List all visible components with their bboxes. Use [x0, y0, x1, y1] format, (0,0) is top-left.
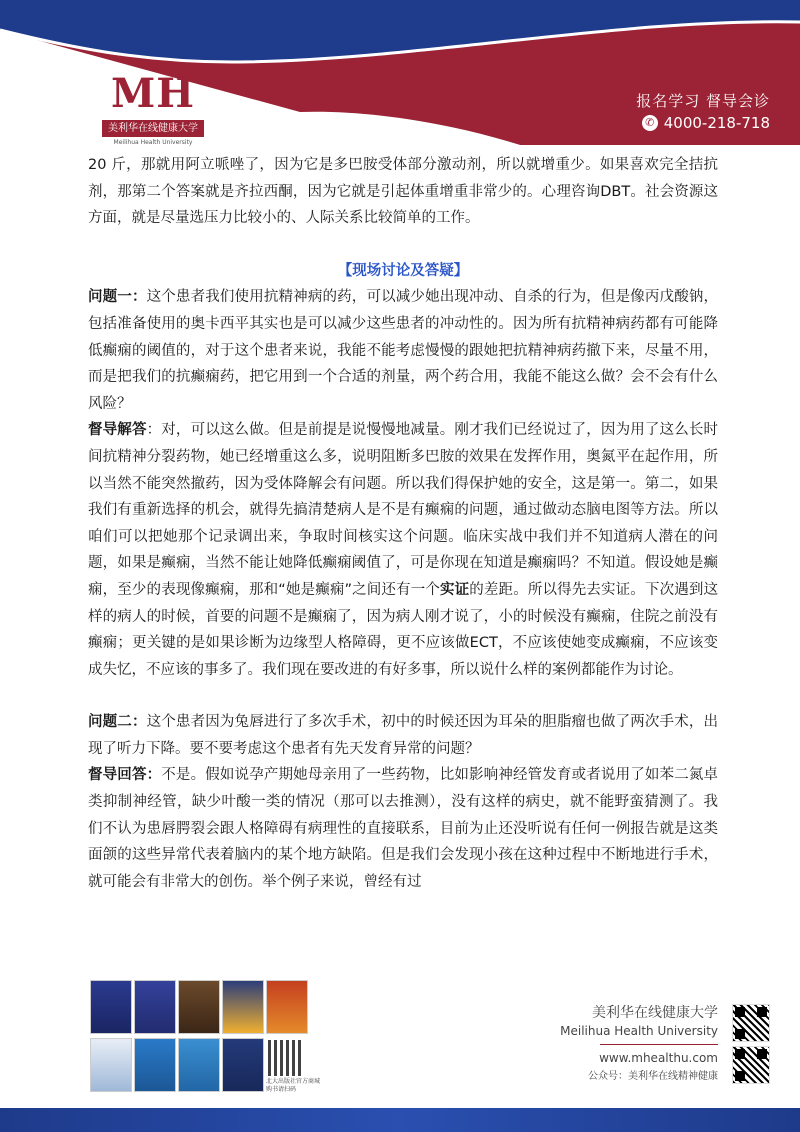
question-text: 这个患者我们使用抗精神病的药，可以减少她出现冲动、自杀的行为，但是像丙戊酸钠，包括准备使用的奥卡西平其实也是可以减少这些患者的冲动性的。因为所有抗精神病药都有可能降低癫痫的阈值的，对于这个患者来说，我能不能考虑慢慢的跟她把抗精神病药撤下来，尽量不用，而是把我们的抗癫痫药，把它用到一个合适的剂量，两个药合用，我能不能这么做？会不会有什么风险？ — [88, 289, 719, 412]
university-name-en: Meilihua Health University — [560, 1024, 718, 1038]
book-cover — [90, 980, 132, 1034]
divider — [600, 1044, 718, 1045]
header-phone[interactable] — [642, 114, 770, 132]
spacer — [88, 232, 718, 258]
book-cover — [222, 1038, 264, 1092]
question-two — [88, 709, 718, 762]
book-cover — [222, 980, 264, 1034]
answer-two — [88, 762, 718, 895]
university-logo — [92, 72, 214, 146]
question-label: 问题一： — [88, 289, 147, 306]
page-header — [0, 0, 800, 145]
wechat-account: 公众号：美利华在线精神健康 — [588, 1071, 718, 1082]
intro-paragraph: 20 斤，那就用阿立哌唑了，因为它是多巴胺受体部分激动剂，所以就增重少。如果喜欢完全拮抗剂，那第二个答案就是齐拉西酮，因为它就是引起体重增重非常少的。心理咨询DBT。社会资源这方面，就是尽量选压力比较小的、人际关系比较简单的工作。 — [88, 157, 718, 227]
website-qr-code[interactable] — [732, 1004, 770, 1042]
question-text: 这个患者因为兔唇进行了多次手术，初中的时候还因为耳朵的胆脂瘤也做了两次手术，出现了听力下降。要不要考虑这个患者有先天发育异常的问题？ — [88, 714, 719, 757]
logo-banner: 美利华在线健康大学 — [102, 120, 204, 137]
university-info — [560, 1002, 718, 1082]
phone-icon: ✆ — [642, 115, 658, 131]
question-one — [88, 284, 718, 417]
university-name-cn: 美利华在线健康大学 — [592, 1005, 718, 1021]
footer-bar — [0, 1108, 800, 1132]
phone-number: 4000-218-718 — [663, 114, 770, 132]
answer-one — [88, 417, 718, 683]
wechat-qr-code[interactable] — [732, 1046, 770, 1084]
answer-text-part2: 的差距。所以得先去实证。下次遇到这样的病人的时候，首要的问题不是癫痫了，因为病人刚才说了，小的时候没有癫痫，住院之前没有癫痫；更关键的是如果诊断为边缘型人格障碍，更不应该做ECT，不应该使她变成癫痫，不应该变成失忆，不应该的事多了。我们现在要改进的有好多事，所以说什么样的案例都能作为讨论。 — [88, 581, 719, 678]
logo-subtitle: Meilihua Health University — [113, 139, 193, 146]
section-title: 【现场讨论及答疑】 — [337, 262, 469, 279]
logo-mark: MH — [110, 70, 196, 117]
article-body — [88, 152, 718, 895]
qr-caption: 北大出版社官方商城 购书请扫码 — [266, 1078, 321, 1093]
book-cover — [134, 980, 176, 1034]
book-covers — [90, 980, 350, 1098]
answer-emphasis: 实证 — [440, 581, 470, 598]
answer-label: 督导解答 — [88, 422, 147, 439]
answer-text-part1: ：对，可以这么做。但是前提是说慢慢地减量。刚才我们已经说过了，因为用了这么长时间抗精神分裂药物，她已经增重这么多，说明阻断多巴胺的效果在发挥作用，奥氮平在起作用，所以当然不能突然撤药，因为受体降解会有问题。所以我们得保护她的安全，这是第一。第二，如果我们有重新选择的机会，就得先搞清楚病人是不是有癫痫的问题，通过做动态脑电图等方法。所以咱们可以把她那个记录调出来，争取时间核实这个问题。临床实战中我们并不知道病人潜在的问题，如果是癫痫，当然不能让她降低癫痫阈值了，可是你现在知道是癫痫吗？不知道。假设她是癫痫，至少的表现像癫痫，那和“她是癫痫”之间还有一个 — [88, 422, 719, 598]
spacer — [88, 683, 718, 709]
website-link[interactable]: www.mhealthu.com — [599, 1051, 718, 1065]
store-qr-code[interactable] — [268, 1040, 304, 1076]
book-cover — [90, 1038, 132, 1092]
header-slogan: 报名学习 督导会诊 — [636, 92, 770, 110]
answer-label: 督导回答： — [88, 767, 162, 784]
answer-text: 不是。假如说孕产期她母亲用了一些药物，比如影响神经管发育或者说用了如苯二氮卓类抑制神经管，缺少叶酸一类的情况（那可以去推测），没有这样的病史，就不能野蛮猜测了。我们不认为患唇腭裂会跟人格障碍有病理性的直接联系，目前为止还没听说有任何一例报告就是这类面颌的这些异常代表着脑内的某个地方缺陷。但是我们会发现小孩在这种过程中不断地进行手术，就可能会有非常大的创伤。举个例子来说，曾经有过 — [88, 767, 719, 890]
book-cover — [134, 1038, 176, 1092]
book-cover — [266, 980, 308, 1034]
question-label: 问题二： — [88, 714, 147, 731]
book-cover — [178, 1038, 220, 1092]
book-cover — [178, 980, 220, 1034]
